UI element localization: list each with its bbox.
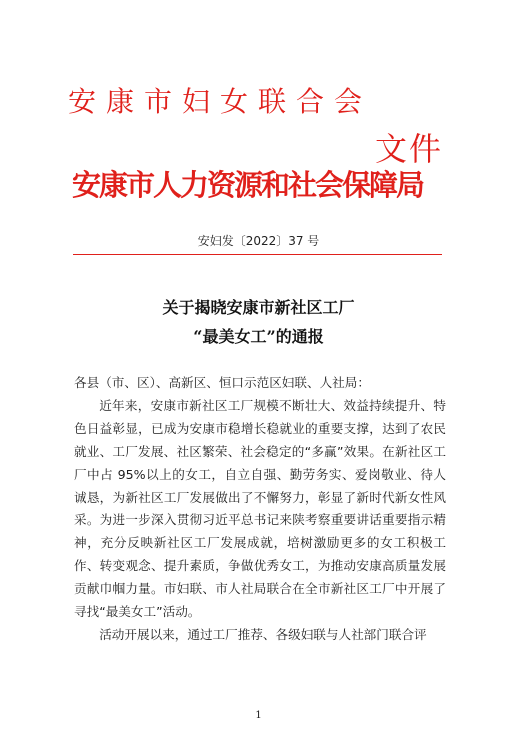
issuing-org-hr-bureau: 安康市人力资源和社会保障局 xyxy=(72,168,424,202)
page-number: 1 xyxy=(255,710,262,721)
body-paragraph-2: 活动开展以来，通过工厂推荐、各级妇联与人社部门联合评 xyxy=(99,626,427,642)
red-separator-line xyxy=(73,254,442,255)
document-title-line2: “最美女工”的通报 xyxy=(193,327,324,346)
document-label: 文件 xyxy=(375,130,444,168)
issuing-org-women-federation: 安康市妇女联合会 xyxy=(68,85,373,118)
document-title-line1: 关于揭晓安康市新社区工厂 xyxy=(162,298,355,317)
document-number: 安妇发〔2022〕37 号 xyxy=(197,234,320,248)
body-paragraph-1: 近年来，安康市新社区工厂规模不断壮大、效益持续提升、特色日益彰显，已成为安康市稳增长稳就业的重要支撑，达到了农民就业、工厂发展、社区繁荣、社会稳定的“多赢”效果。在新社区工厂中占 95%以上的女工，自立自强、勤劳务实、爱岗敬业、待人诚恳，为新社区工厂发展做出了不懈努力，彰显了新时代新女性风采。为进一步深入贯彻习近平总书记来陕考察重要讲话重要指示精神，充分反映新社区工厂发展成就，培树激励更多的女工积极工作、转变观念、提升素质，争做优秀女工，为推动安康高质量发展贡献巾帼力量。市妇联、市人社局联合在全市新社区工厂中开展了寻找“最美女工”活动。 xyxy=(74,397,446,620)
salutation: 各县（市、区）、高新区、恒口示范区妇联、人社局： xyxy=(74,375,370,390)
document-body xyxy=(74,372,446,647)
